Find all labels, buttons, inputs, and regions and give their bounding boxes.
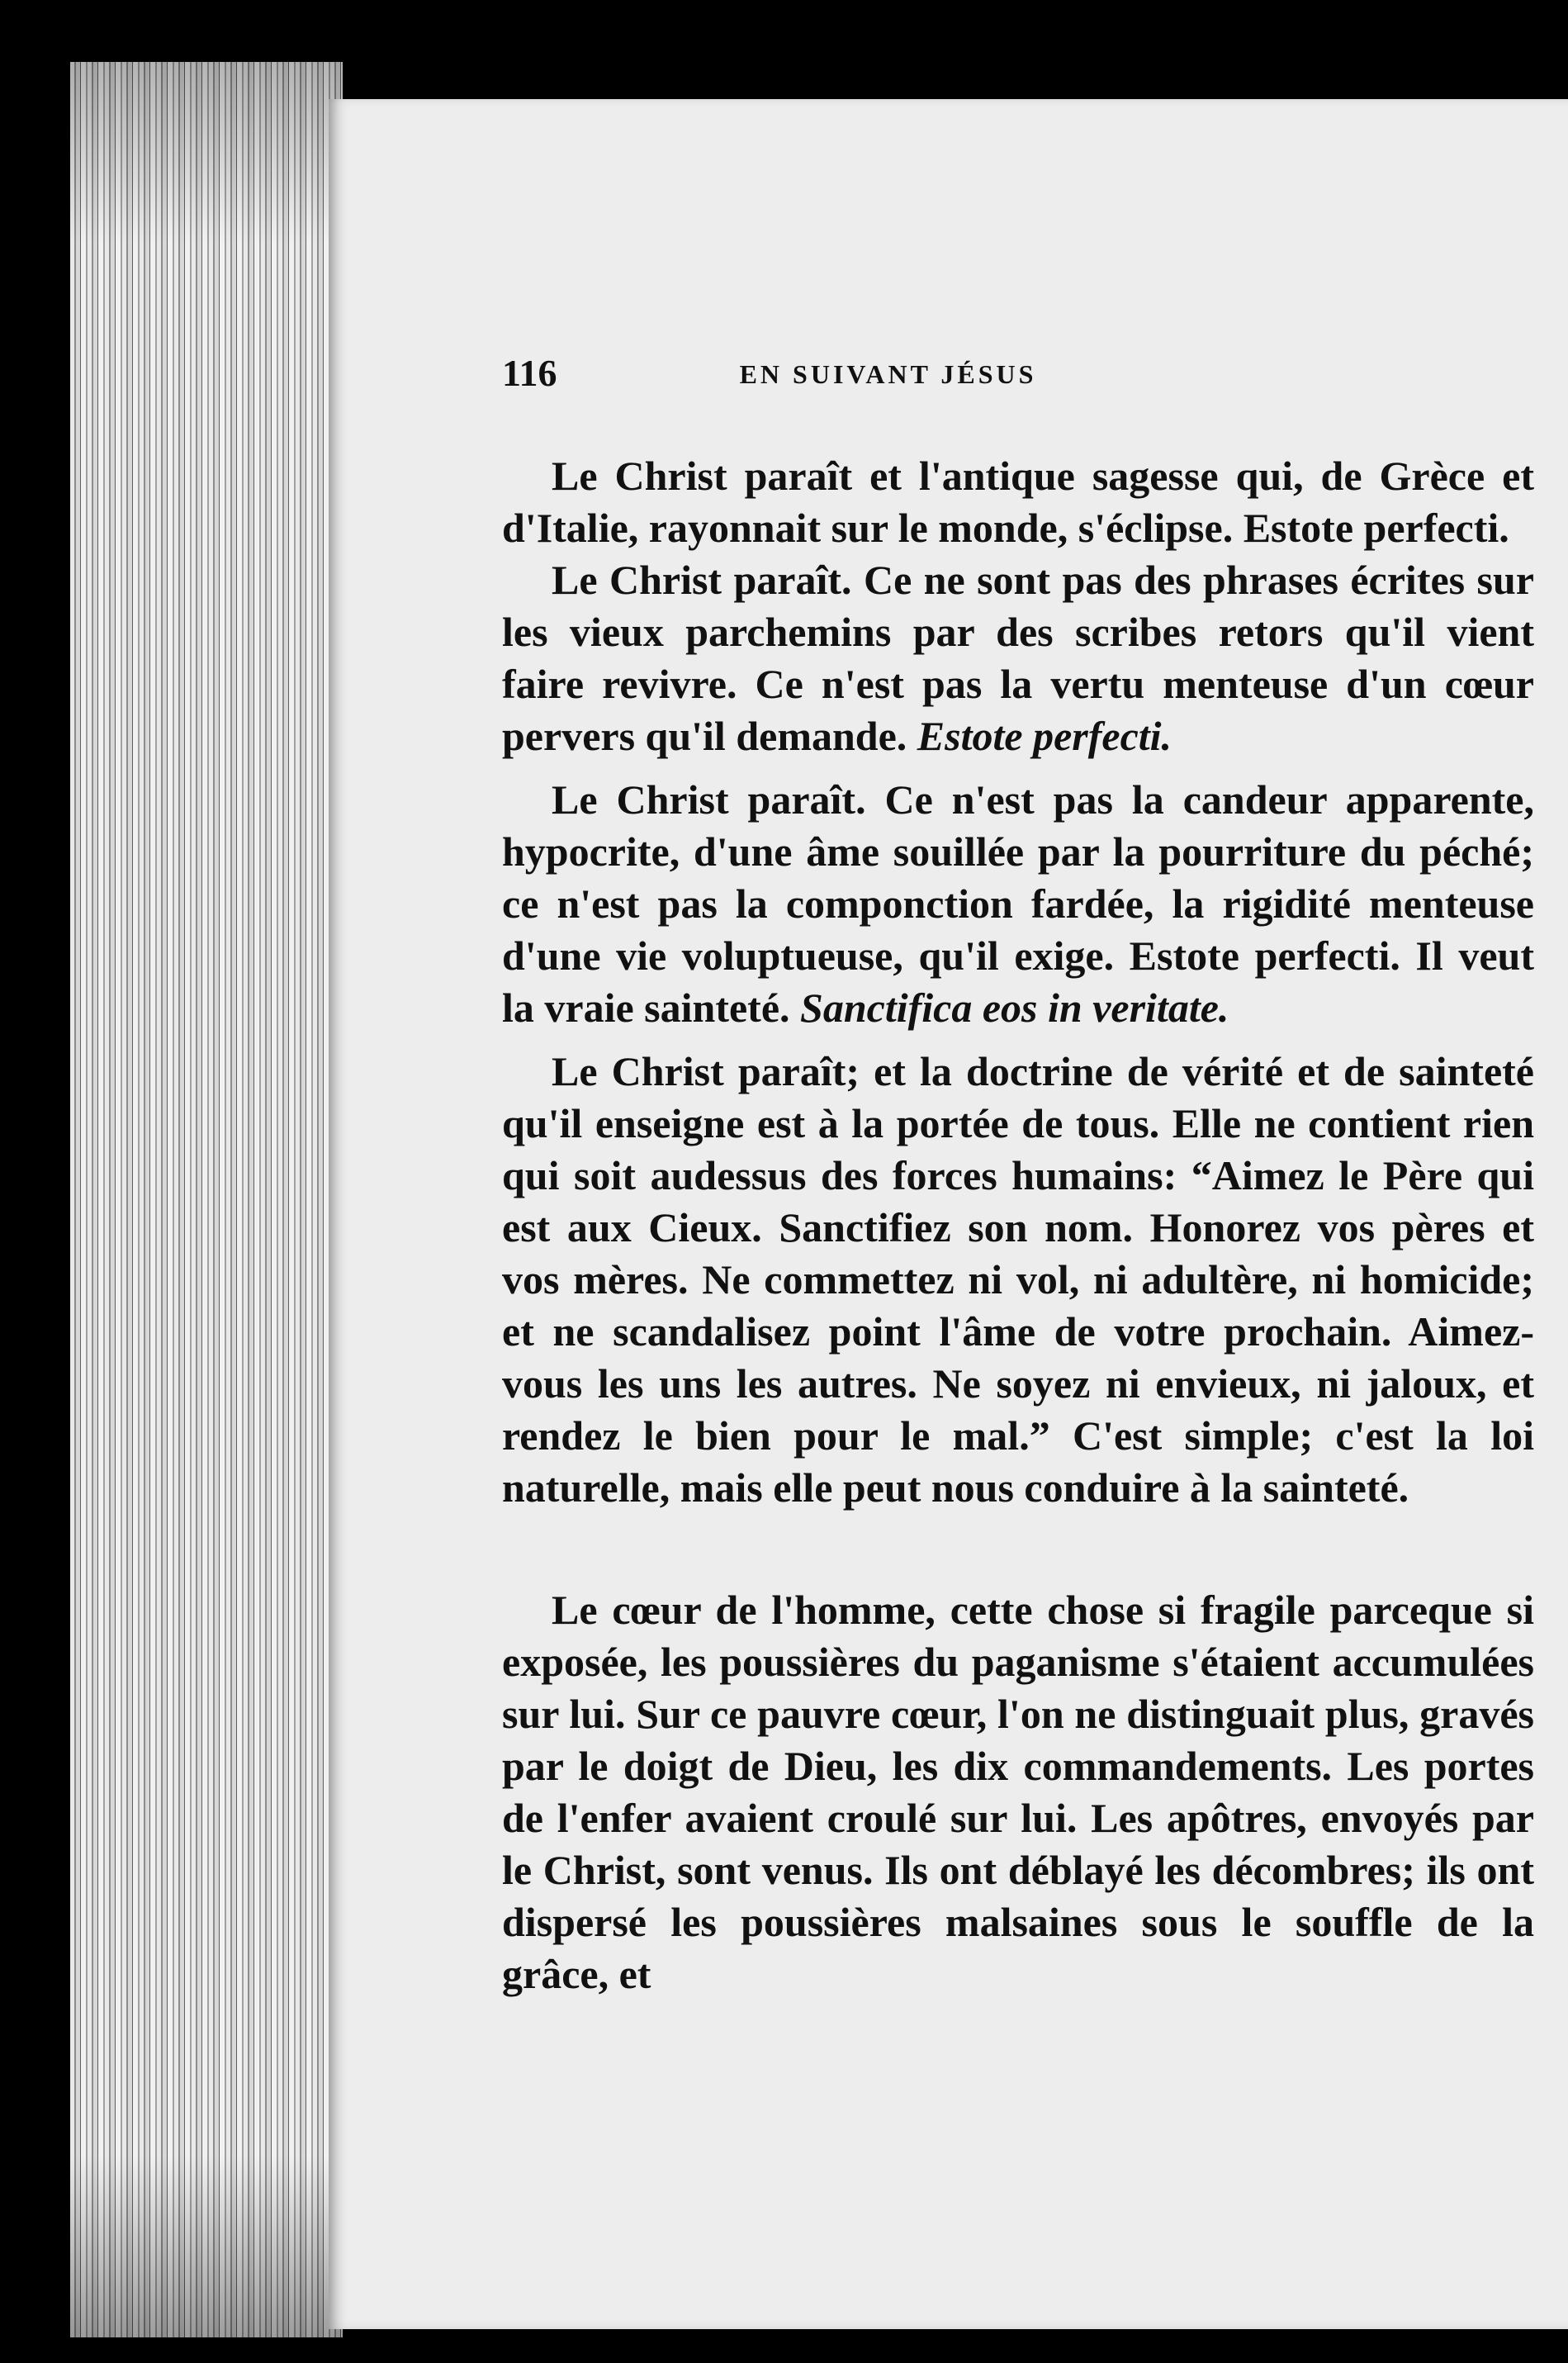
paragraph-4-text: Le Christ paraît; et la doctrine de vérité et de sainteté qu'il enseigne est à la portée de tous. Elle ne contient rien qui soit audessus des forces humains: “Aimez le Père qui est aux Cieux. Sanctifiez son nom. Honorez vos pères et vos mères. Ne commettez ni vol, ni adultère, ni homicide; et ne scandalisez point l'âme de votre prochain. Aimez-vous les uns les autres. Ne soyez ni envieux, ni jaloux, et rendez le bien pour le mal.” C'est simple; c'est la loi naturelle, mais elle peut nous conduire à la sainteté. (502, 1048, 1534, 1511)
body-text (502, 450, 1534, 2000)
running-title: EN SUIVANT JÉSUS (739, 359, 1037, 389)
paragraph-2-latin: Estote perfecti. (917, 713, 1172, 759)
page-number: 116 (502, 352, 557, 394)
paragraph-spacer (502, 1034, 1534, 1046)
paragraph-3-latin: Sanctifica eos in veritate. (800, 985, 1229, 1031)
paragraph-1 (502, 450, 1534, 554)
page-header (502, 351, 1196, 409)
paragraph-1-text: Le Christ paraît et l'antique sagesse qui, de Grèce et d'Italie, rayonnait sur le monde, s'éclipse. Estote perfecti. (502, 453, 1534, 551)
paragraph-3 (502, 774, 1534, 1034)
paragraph-2-text: Le Christ paraît. Ce ne sont pas des phrases écrites sur les vieux parchemins par des scribes retors qu'il vient faire revivre. Ce n'est pas la vertu menteuse d'un cœur pervers qu'il demande. (502, 557, 1534, 759)
paragraph-5 (502, 1584, 1534, 2000)
paragraph-5-text: Le cœur de l'homme, cette chose si fragile parceque si exposée, les poussières du paganisme s'étaient accumulées sur lui. Sur ce pauvre cœur, l'on ne distinguait plus, gravés par le doigt de Dieu, les dix commandements. Les portes de l'enfer avaient croulé sur lui. Les apôtres, envoyés par le Christ, sont venus. Ils ont déblayé les décombres; ils ont dispersé les poussières malsaines sous le souffle de la grâce, et (502, 1587, 1534, 1997)
paragraph-spacer (502, 762, 1534, 774)
book-page-edges (70, 62, 343, 2337)
paragraph-3-text: Le Christ paraît. Ce n'est pas la candeur apparente, hypocrite, d'une âme souillée par la pourriture du péché; ce n'est pas la componction fardée, la rigidité menteuse d'une vie voluptueuse, qu'il exige. Estote perfecti. Il veut la vraie sainteté. (502, 776, 1534, 1031)
paragraph-2 (502, 554, 1534, 762)
paragraph-4 (502, 1046, 1534, 1514)
section-break (502, 1514, 1534, 1584)
